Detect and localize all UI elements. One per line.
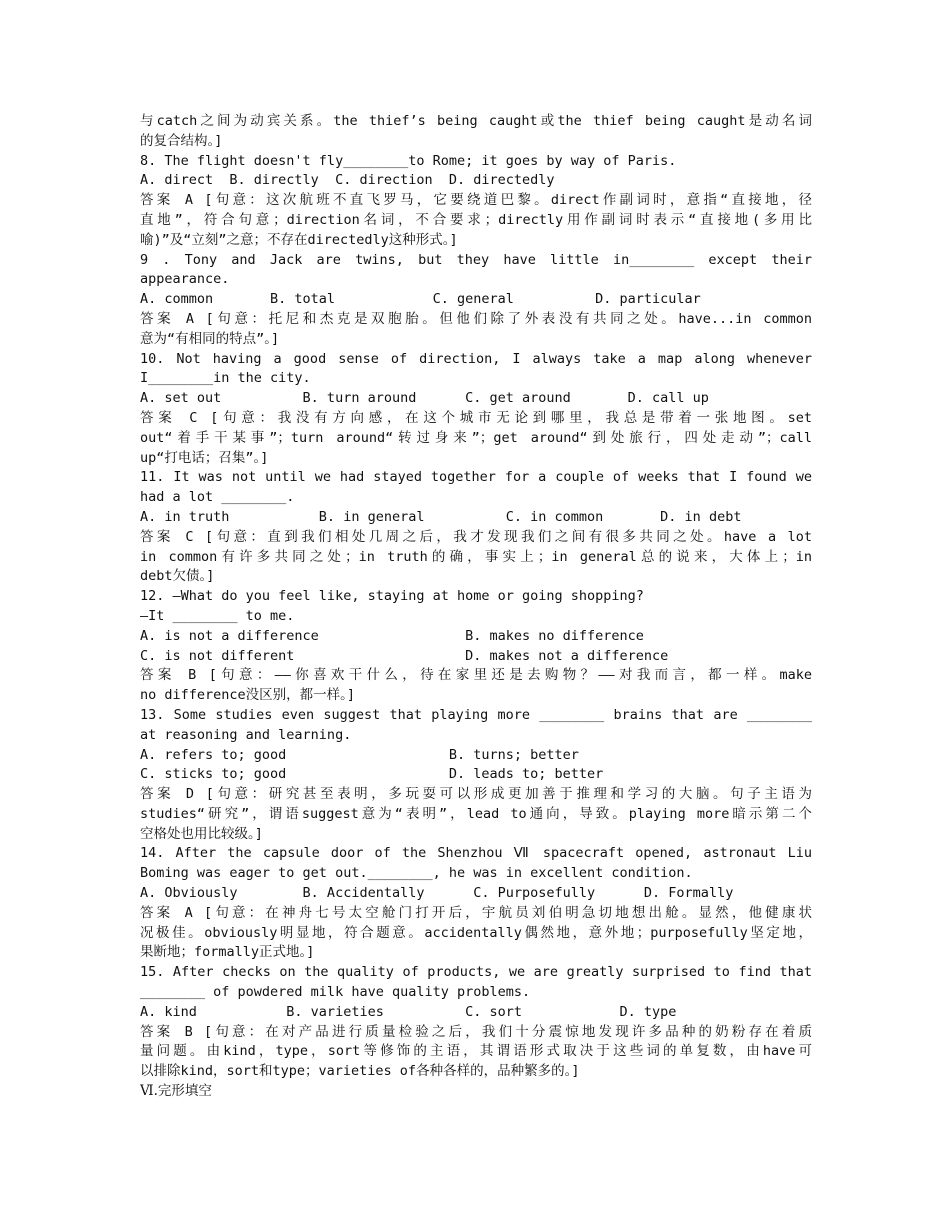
options-10: A. set out B. turn around C. get around D. call up	[140, 390, 709, 407]
answer-line: studies“研究”，谓语suggest意为“表明”，lead to通向，导致。playing more暗示第二个	[140, 805, 812, 822]
answer-line: 喻)”及“立刻”之意；不存在directedly这种形式。]	[140, 231, 458, 248]
answer-line: 答案 A [句意：这次航班不直飞罗马，它要绕道巴黎。direct作副词时，意指“直接地，径	[140, 192, 812, 209]
answer-line: 答案 C [句意：我没有方向感，在这个城市无论到哪里，我总是带着一张地图。set	[140, 409, 812, 426]
answer-line: 意为“有相同的特点”。]	[140, 330, 280, 347]
question-13: 13. Some studies even suggest that playing more ________ brains that are ________	[140, 706, 812, 723]
options-9: A. common B. total C. general D. particular	[140, 291, 701, 308]
options-12-ab: A. is not a difference B. makes no difference	[140, 627, 644, 644]
question-12: 12. —What do you feel like, staying at home or going shopping?	[140, 588, 644, 605]
answer-line: 答案 A [句意：在神舟七号太空舱门打开后，宇航员刘伯明急切地想出舱。显然，他健康状	[140, 904, 812, 921]
question-14-cont: Boming was eager to get out.________, he was in excellent condition.	[140, 865, 693, 882]
options-8: A. direct B. directly C. direction D. directedly	[140, 172, 555, 189]
answer-line: 答案 B [句意：在对产品进行质量检验之后，我们十分震惊地发现许多品种的奶粉存在着质	[140, 1023, 812, 1040]
options-15: A. kind B. varieties C. sort D. type	[140, 1003, 677, 1020]
answer-line: 答案 C [句意：直到我们相处几周之后，我才发现我们之间有很多共同之处。have a lot	[140, 528, 812, 545]
answer-line: 况极佳。obviously明显地，符合题意。accidentally偶然地，意外地；purposefully坚定地，	[140, 924, 812, 941]
question-14: 14. After the capsule door of the Shenzhou Ⅶ spacecraft opened, astronaut Liu	[140, 845, 812, 862]
question-8: 8. The flight doesn't fly________to Rome; it goes by way of Paris.	[140, 152, 677, 169]
answer-line: out“着手干某事”；turn around“转过身来”；get around“到处旅行，四处走动”；call	[140, 429, 812, 446]
question-9-cont: appearance.	[140, 271, 230, 288]
question-13-cont: at reasoning and learning.	[140, 726, 352, 743]
answer-line: 果断地；formally正式地。]	[140, 944, 315, 961]
answer-line: 直地”，符合句意；direction名词，不合要求；directly用作副词时表示“直接地(多用比	[140, 211, 812, 228]
answer-line: debt欠债。]	[140, 568, 215, 585]
text-line: 与catch之间为动宾关系。the thief’s being caught或the thief being caught是动名词	[140, 113, 812, 129]
options-12-cd: C. is not different D. makes not a difference	[140, 647, 669, 664]
document-page	[140, 112, 812, 1102]
answer-line: 答案 B [句意：——你喜欢干什么，待在家里还是去购物？——对我而言，都一样。make	[140, 667, 812, 684]
question-12-cont: —It ________ to me.	[140, 607, 295, 624]
question-11: 11. It was not until we had stayed together for a couple of weeks that I found we	[140, 469, 812, 486]
answer-line: 以排除kind，sort和type；varieties of各种各样的，品种繁多的。]	[140, 1063, 580, 1080]
answer-line: 答案 A [句意：托尼和杰克是双胞胎。但他们除了外表没有共同之处。have...in common	[140, 310, 812, 327]
question-10: 10. Not having a good sense of direction, I always take a map along whenever	[140, 350, 812, 367]
question-10-cont: I________in the city.	[140, 370, 311, 387]
question-9: 9 . Tony and Jack are twins, but they have little in________ except their	[140, 251, 812, 268]
text-line: 的复合结构。]	[140, 132, 223, 149]
question-11-cont: had a lot ________.	[140, 489, 295, 506]
question-15: 15. After checks on the quality of products, we are greatly surprised to find that	[140, 964, 812, 981]
question-15-cont: ________ of powdered milk have quality problems.	[140, 984, 531, 1001]
answer-line: up“打电话；召集”。]	[140, 449, 269, 466]
answer-line: in common有许多共同之处；in truth的确，事实上；in general总的说来，大体上；in	[140, 548, 812, 565]
answer-line: 空格处也用比较级。]	[140, 825, 263, 842]
options-13-cd: C. sticks to; good D. leads to; better	[140, 766, 604, 783]
options-13-ab: A. refers to; good B. turns; better	[140, 746, 579, 763]
answer-line: 答案 D [句意：研究甚至表明，多玩耍可以形成更加善于推理和学习的大脑。句子主语为	[140, 786, 812, 803]
answer-line: 量问题。由kind，type，sort等修饰的主语，其谓语形式取决于这些词的单复数，由have可	[140, 1043, 812, 1060]
options-11: A. in truth B. in general C. in common D. in debt	[140, 508, 742, 525]
answer-line: no difference没区别，都一样。]	[140, 687, 356, 704]
options-14: A. Obviously B. Accidentally C. Purposefully D. Formally	[140, 885, 734, 902]
section-heading: Ⅵ.完形填空	[140, 1083, 212, 1100]
